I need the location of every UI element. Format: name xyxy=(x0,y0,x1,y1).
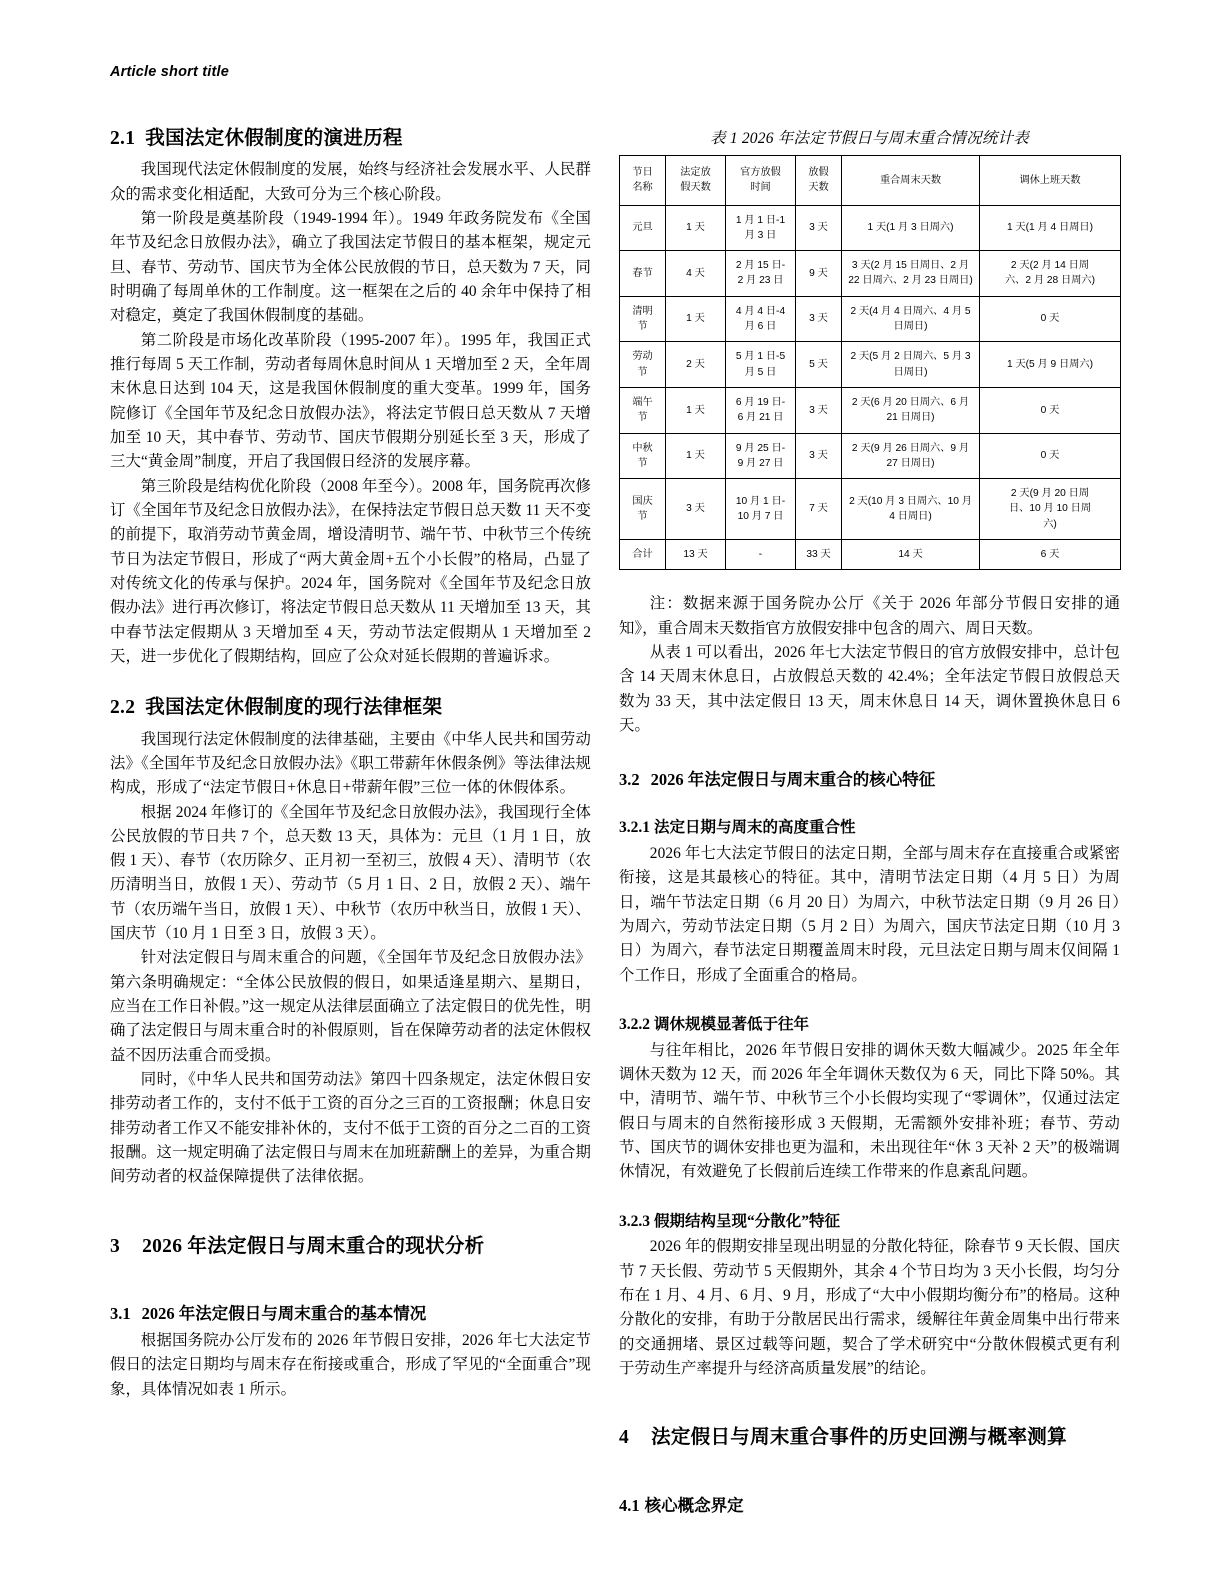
heading-4-1 xyxy=(619,1494,1120,1517)
cell-makeup-work: 0 天 xyxy=(980,433,1121,479)
column-header-official-period: 官方放假 时间 xyxy=(726,156,796,206)
table-header-row xyxy=(620,156,1121,206)
cell-overlap-weekend: 2 天(9 月 26 日周六、9 月 27 日周日) xyxy=(842,433,980,479)
cell-holiday-days: 3 天 xyxy=(796,296,842,342)
spacer xyxy=(110,669,591,695)
paragraph: 第一阶段是奠基阶段（1949-1994 年）。1949 年政务院发布《全国年节及纪念日放假办法》，确立了我国法定节假日的基本框架，规定元旦、春节、劳动节、国庆节为全体公民放假的节日，总天数为 7 天，同时明确了每周单休的工作制度。这一框架在之后的 40 余年中保持了相对稳定，奠定了我国休假制度的基础。 xyxy=(110,209,591,325)
cell-makeup-work: 1 天(5 月 9 日周六) xyxy=(980,342,1121,388)
cell-name: 合计 xyxy=(620,540,666,570)
heading-2-1-title: 我国法定休假制度的演进历程 xyxy=(145,128,403,149)
paragraph: 第二阶段是市场化改革阶段（1995-2007 年）。1995 年，我国正式推行每周 5 天工作制，劳动者每周休息时间从 1 天增加至 2 天，全年周末休息日达到 104 天，这是我国休假制度的重大变革。1999 年，国务院修订《全国年节及纪念日放假办法》，将法定节假日总天数从 7 天增加至 10 天，其中春节、劳动节、国庆节假期分别延长至 3 天，形成了三大“黄金周”制度，开启了我国假日经济的发展序幕。 xyxy=(110,331,591,471)
heading-3-2-1-title: 法定日期与周末的高度重合性 xyxy=(654,819,856,837)
table-body xyxy=(620,205,1121,570)
cell-holiday-days: 33 天 xyxy=(796,540,842,570)
heading-4-number: 4 xyxy=(619,1427,630,1449)
cell-overlap-weekend: 2 天(5 月 2 日周六、5 月 3 日周日) xyxy=(842,342,980,388)
cell-makeup-work: 0 天 xyxy=(980,296,1121,342)
spacer xyxy=(619,738,1120,768)
cell-makeup-work: 6 天 xyxy=(980,540,1121,570)
cell-statutory-days: 1 天 xyxy=(666,296,726,342)
heading-4-1-title: 核心概念界定 xyxy=(644,1495,744,1515)
cell-statutory-days: 1 天 xyxy=(666,205,726,251)
cell-statutory-days: 2 天 xyxy=(666,342,726,388)
table-row xyxy=(620,540,1121,570)
cell-holiday-days: 9 天 xyxy=(796,251,842,297)
cell-holiday-days: 5 天 xyxy=(796,342,842,388)
paragraph: 第三阶段是结构优化阶段（2008 年至今）。2008 年，国务院再次修订《全国年节及纪念日放假办法》，在保持法定节假日总天数 11 天不变的前提下，取消劳动节黄金周，增设清明节、端午节、中秋节三个传统节日为法定节假日，形成了“两大黄金周+五个小长假”的格局，凸显了对传统文化的传承与保护。2024 年，国务院对《全国年节及纪念日放假办法》进行再次修订，将法定节假日总天数从 11 天增加至 13 天，其中春节法定假期从 3 天增加至 4 天，劳动节法定假期从 1 天增加至 2 天，进一步优化了假期结构，回应了公众对延长假期的普遍诉求。 xyxy=(110,477,591,665)
heading-4 xyxy=(619,1425,1120,1451)
heading-3-2 xyxy=(619,768,1120,791)
heading-3-1-title: 2026 年法定假日与周末重合的基本情况 xyxy=(141,1304,427,1324)
heading-3-number: 3 xyxy=(110,1235,121,1257)
spacer xyxy=(619,570,1120,592)
spacer xyxy=(619,1458,1120,1494)
cell-holiday-days: 3 天 xyxy=(796,433,842,479)
heading-3-2-2-number: 3.2.2 xyxy=(619,1016,650,1034)
heading-3-1 xyxy=(110,1302,591,1325)
left-column xyxy=(110,126,591,1546)
cell-official-period: 1 月 1 日-1 月 3 日 xyxy=(726,205,796,251)
table-row xyxy=(620,387,1121,433)
heading-3-2-number: 3.2 xyxy=(619,770,640,790)
heading-3-2-2 xyxy=(619,1014,1120,1036)
right-column xyxy=(619,126,1120,1546)
cell-official-period: 4 月 4 日-4 月 6 日 xyxy=(726,296,796,342)
heading-3-2-1 xyxy=(619,817,1120,839)
spacer xyxy=(619,1185,1120,1211)
paragraph: 与往年相比，2026 年节假日安排的调休天数大幅减少。2025 年全年调休天数为 12 天，而 2026 年全年调休天数仅为 6 天，同比下降 50%。其中，清明节、端午节、中秋节三个小长假均实现了“零调休”，仅通过法定假日与周末的自然衔接形成 3 天假期，无需额外安排补班；春节、劳动节、国庆节的调休安排也更为温和，未出现往年“休 3 天补 2 天”的极端调休情况，有效避免了长假前后连续工作带来的作息紊乱问题。 xyxy=(619,1041,1120,1181)
heading-2-2 xyxy=(110,695,591,721)
paragraph: 同时，《中华人民共和国劳动法》第四十四条规定，法定休假日安排劳动者工作的，支付不低于工资的百分之三百的工资报酬；休息日安排劳动者工作又不能安排补休的，支付不低于工资的百分之二百的工资报酬。这一规定明确了法定假日与周末在加班薪酬上的差异，为重合期间劳动者的权益保障提供了法律依据。 xyxy=(110,1071,591,1186)
column-header-holiday-days: 放假 天数 xyxy=(796,156,842,206)
cell-name: 中秋 节 xyxy=(620,433,666,479)
column-header-overlap-weekend: 重合周末天数 xyxy=(842,156,980,206)
cell-makeup-work: 2 天(2 月 14 日周 六、2 月 28 日周六) xyxy=(980,251,1121,297)
table-head xyxy=(620,156,1121,206)
cell-overlap-weekend: 1 天(1 月 3 日周六) xyxy=(842,205,980,251)
heading-3-2-2-title: 调休规模显著低于往年 xyxy=(654,1016,810,1034)
paragraph: 从表 1 可以看出，2026 年七大法定节假日的官方放假安排中，总计包含 14 天周末休息日，占放假总天数的 42.4%；全年法定节假日放假总天数为 33 天，其中法定假日 13 天，周末休息日 14 天，调休置换休息日 6 天。 xyxy=(619,644,1120,734)
cell-official-period: 10 月 1 日- 10 月 7 日 xyxy=(726,479,796,540)
two-column-body xyxy=(110,126,1120,1546)
heading-2-2-title: 我国法定休假制度的现行法律框架 xyxy=(145,697,443,719)
spacer xyxy=(619,1381,1120,1425)
heading-3-1-number: 3.1 xyxy=(110,1304,131,1324)
holiday-weekend-overlap-table xyxy=(619,155,1121,570)
cell-holiday-days: 7 天 xyxy=(796,479,842,540)
table-row xyxy=(620,479,1121,540)
cell-statutory-days: 1 天 xyxy=(666,387,726,433)
cell-makeup-work: 0 天 xyxy=(980,387,1121,433)
cell-makeup-work: 2 天(9 月 20 日周 日、10 月 10 日周 六) xyxy=(980,479,1121,540)
heading-3-2-3-title: 假期结构呈现“分散化”特征 xyxy=(654,1212,841,1230)
spacer xyxy=(110,1266,591,1302)
table-row xyxy=(620,205,1121,251)
heading-4-title: 法定假日与周末重合事件的历史回溯与概率测算 xyxy=(651,1427,1067,1449)
cell-statutory-days: 4 天 xyxy=(666,251,726,297)
cell-official-period: 6 月 19 日- 6 月 21 日 xyxy=(726,387,796,433)
cell-overlap-weekend: 3 天(2 月 15 日周日、2 月 22 日周六、2 月 23 日周日) xyxy=(842,251,980,297)
cell-official-period: 2 月 15 日- 2 月 23 日 xyxy=(726,251,796,297)
cell-overlap-weekend: 14 天 xyxy=(842,540,980,570)
spacer xyxy=(619,988,1120,1014)
column-header-name: 节日 名称 xyxy=(620,156,666,206)
table-row xyxy=(620,342,1121,388)
paragraph: 根据 2024 年修订的《全国年节及纪念日放假办法》，我国现行全体公民放假的节日共 7 个，总天数 13 天，具体为：元旦（1 月 1 日，放假 1 天）、春节（农历除夕、正月初一至初三，放假 4 天）、清明节（农历清明当日，放假 1 天）、劳动节（5 月 1 日、2 日，放假 2 天）、端午节（农历端午当日，放假 1 天）、中秋节（农历中秋当日，放假 1 天）、国庆节（10 月 1 日至 3 日，放假 3 天）。 xyxy=(110,803,591,943)
column-header-makeup-work: 调休上班天数 xyxy=(980,156,1121,206)
heading-3-2-3 xyxy=(619,1211,1120,1233)
cell-overlap-weekend: 2 天(10 月 3 日周六、10 月 4 日周日) xyxy=(842,479,980,540)
heading-3-2-title: 2026 年法定假日与周末重合的核心特征 xyxy=(650,770,936,790)
paragraph: 我国现行法定休假制度的法律基础，主要由《中华人民共和国劳动法》《全国年节及纪念日放假办法》《职工带薪年休假条例》等法律法规构成，形成了“法定节假日+休息日+带薪年假”三位一体的休假体系。 xyxy=(110,730,591,797)
cell-statutory-days: 13 天 xyxy=(666,540,726,570)
cell-overlap-weekend: 2 天(6 月 20 日周六、6 月 21 日周日) xyxy=(842,387,980,433)
heading-3 xyxy=(110,1234,591,1260)
table-row xyxy=(620,251,1121,297)
paragraph: 根据国务院办公厅发布的 2026 年节假日安排，2026 年七大法定节假日的法定日期均与周末存在衔接或重合，形成了罕见的“全面重合”现象，具体情况如表 1 所示。 xyxy=(110,1332,591,1398)
heading-3-title: 2026 年法定假日与周末重合的现状分析 xyxy=(142,1235,485,1257)
table-note: 注：数据来源于国务院办公厅《关于 2026 年部分节假日安排的通知》，重合周末天数指官方放假安排中包含的周六、周日天数。 xyxy=(619,595,1120,637)
table-row xyxy=(620,433,1121,479)
cell-name: 劳动 节 xyxy=(620,342,666,388)
heading-4-1-number: 4.1 xyxy=(619,1495,640,1515)
heading-2-2-number: 2.2 xyxy=(110,697,136,719)
cell-overlap-weekend: 2 天(4 月 4 日周六、4 月 5 日周日) xyxy=(842,296,980,342)
cell-name: 清明 节 xyxy=(620,296,666,342)
cell-name: 元旦 xyxy=(620,205,666,251)
table-row xyxy=(620,296,1121,342)
paragraph: 我国现代法定休假制度的发展，始终与经济社会发展水平、人民群众的需求变化相适配，大致可分为三个核心阶段。 xyxy=(110,161,591,203)
paragraph: 针对法定假日与周末重合的问题，《全国年节及纪念日放假办法》第六条明确规定：“全体公民放假的假日，如果适逢星期六、星期日，应当在工作日补假。”这一规定从法律层面确立了法定假日的优先性，明确了法定假日与周末重合时的补假原则，旨在保障劳动者的法定休假权益不因历法重合而受损。 xyxy=(110,949,591,1064)
cell-holiday-days: 3 天 xyxy=(796,205,842,251)
paragraph: 2026 年七大法定节假日的法定日期，全部与周末存在直接重合或紧密衔接，这是其最核心的特征。其中，清明节法定日期（4 月 5 日）为周日，端午节法定日期（6 月 20 日）为周六，中秋节法定日期（9 月 26 日）为周六，劳动节法定日期（5 月 2 日）为周六，国庆节法定日期（10 月 3 日）为周六，春节法定日期覆盖周末时段，元旦法定日期与周末仅间隔 1 个工作日，形成了全面重合的格局。 xyxy=(619,845,1120,984)
cell-statutory-days: 1 天 xyxy=(666,433,726,479)
cell-holiday-days: 3 天 xyxy=(796,387,842,433)
cell-official-period: 5 月 1 日-5 月 5 日 xyxy=(726,342,796,388)
running-head: Article short title xyxy=(110,64,230,80)
spacer xyxy=(110,1190,591,1234)
paragraph: 2026 年的假期安排呈现出明显的分散化特征，除春节 9 天长假、国庆节 7 天长假、劳动节 5 天假期外，其余 4 个节日均为 3 天小长假，均匀分布在 1 月、4 月、6 月、9 月，形成了“大中小假期均衡分布”的格局。这种分散化的安排，有助于分散居民出行需求，缓解往年黄金周集中出行带来的交通拥堵、景区过载等问题，契合了学术研究中“分散休假模式更有利于劳动生产率提升与经济高质量发展”的结论。 xyxy=(619,1238,1120,1378)
cell-name: 端午 节 xyxy=(620,387,666,433)
spacer xyxy=(619,795,1120,817)
column-header-statutory-days: 法定放 假天数 xyxy=(666,156,726,206)
heading-3-2-1-number: 3.2.1 xyxy=(619,819,650,837)
heading-3-2-3-number: 3.2.3 xyxy=(619,1212,650,1230)
cell-statutory-days: 3 天 xyxy=(666,479,726,540)
cell-makeup-work: 1 天(1 月 4 日周日) xyxy=(980,205,1121,251)
heading-2-1 xyxy=(110,126,591,152)
cell-official-period: 9 月 25 日- 9 月 27 日 xyxy=(726,433,796,479)
cell-name: 国庆 节 xyxy=(620,479,666,540)
heading-2-1-number: 2.1 xyxy=(110,128,136,149)
cell-official-period: - xyxy=(726,540,796,570)
cell-name: 春节 xyxy=(620,251,666,297)
table-caption: 表 1 2026 年法定节假日与周末重合情况统计表 xyxy=(710,130,1029,147)
